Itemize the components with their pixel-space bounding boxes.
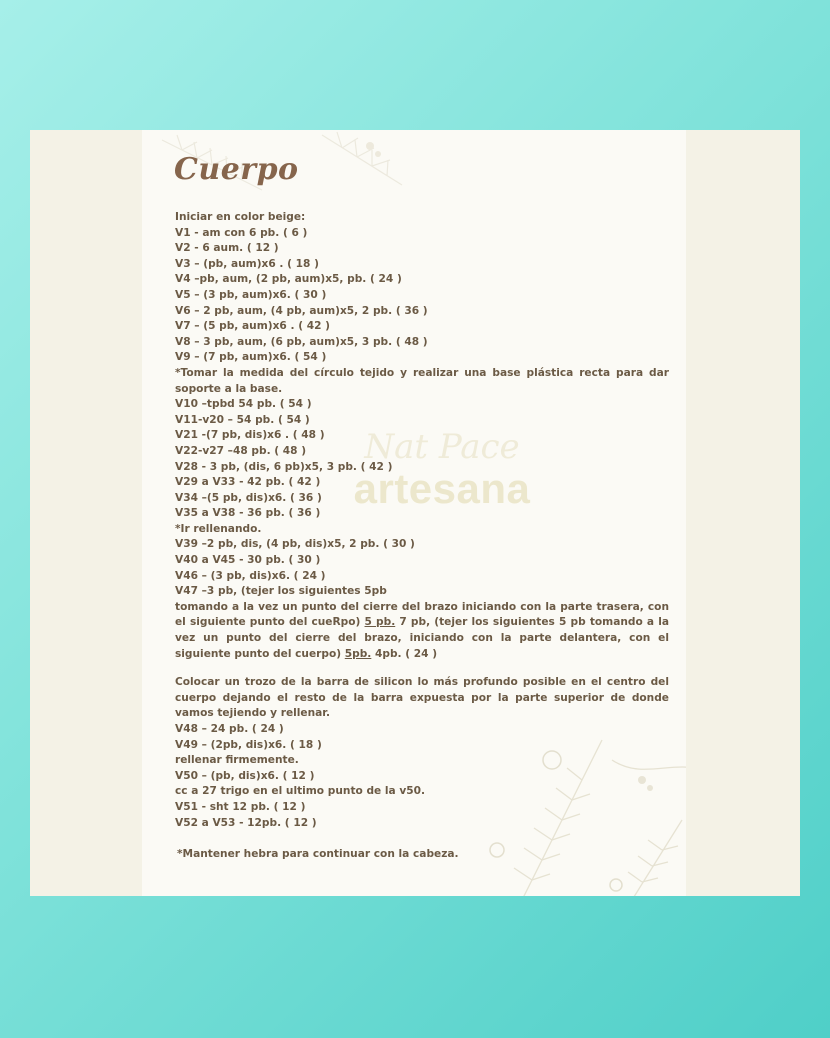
instruction-paragraph: [175, 600, 669, 662]
section-title: Cuerpo: [174, 152, 299, 187]
instruction-line: V28 - 3 pb, (dis, 6 pb)x5, 3 pb. ( 42 ): [175, 460, 393, 473]
instruction-note: *Ir rellenando.: [175, 522, 262, 535]
instruction-line: V7 – (5 pb, aum)x6 . ( 42 ): [175, 320, 331, 333]
closing-note: *Mantener hebra para continuar con la cabeza.: [177, 848, 459, 861]
instruction-line: V40 a V45 - 30 pb. ( 30 ): [175, 554, 321, 567]
instruction-line: V6 – 2 pb, aum, (4 pb, aum)x5, 2 pb. ( 36 ): [175, 304, 428, 317]
instruction-line: V3 – (pb, aum)x6 . ( 18 ): [175, 257, 319, 270]
instruction-line: V35 a V38 - 36 pb. ( 36 ): [175, 507, 321, 520]
instruction-line: Iniciar en color beige:: [175, 211, 306, 223]
spacer: [175, 662, 669, 675]
instruction-line: V48 – 24 pb. ( 24 ): [175, 723, 284, 735]
paragraph-text: 7 pb, (tejer los siguientes 5 pb tomando a la vez un punto del cierre del brazo, iniciando con la parte delantera, con el siguiente punto del cuerpo): [175, 616, 669, 660]
instruction-line: V49 – (2pb, dis)x6. ( 18 ): [175, 738, 322, 751]
spacer: [175, 831, 669, 847]
instruction-line: V5 – (3 pb, aum)x6. ( 30 ): [175, 288, 327, 301]
underlined-count: 5 pb.: [364, 616, 396, 629]
paragraph-text: tomando a la vez un punto del cierre del brazo iniciando con la parte trasera, con el siguiente punto del cueRpo): [175, 600, 669, 629]
instruction-line: V22-v27 –48 pb. ( 48 ): [175, 444, 307, 457]
instruction-line: V21 -(7 pb, dis)x6 . ( 48 ): [175, 429, 325, 442]
instruction-line: V52 a V53 - 12pb. ( 12 ): [175, 816, 317, 829]
underlined-count: 5pb.: [344, 647, 372, 660]
instruction-line: V34 –(5 pb, dis)x6. ( 36 ): [175, 491, 322, 504]
instruction-line: V8 – 3 pb, aum, (6 pb, aum)x5, 3 pb. ( 48 ): [175, 335, 428, 348]
instruction-note: *Tomar la medida del círculo tejido y realizar una base plástica recta para dar soporte a la base.: [175, 366, 669, 395]
watermark-script: Nat Pace: [364, 427, 520, 467]
pattern-instructions: [175, 210, 669, 863]
instruction-line: V2 - 6 aum. ( 12 ): [175, 242, 279, 255]
instruction-line: V9 – (7 pb, aum)x6. ( 54 ): [175, 351, 327, 364]
instruction-line: V29 a V33 - 42 pb. ( 42 ): [175, 476, 321, 489]
paragraph-text: 4pb. ( 24 ): [371, 647, 438, 660]
instruction-line: V46 – (3 pb, dis)x6. ( 24 ): [175, 569, 326, 582]
instruction-line: V11-v20 – 54 pb. ( 54 ): [175, 413, 310, 426]
instruction-line: V10 –tpbd 54 pb. ( 54 ): [175, 398, 312, 411]
instruction-paragraph: Colocar un trozo de la barra de silicon lo más profundo posible en el centro del cuerpo dejando el resto de la barra expuesta por la parte superior de donde vamos tejiendo y rellenar.: [175, 676, 669, 720]
instruction-line: V51 - sht 12 pb. ( 12 ): [175, 800, 306, 813]
instruction-line: V47 –3 pb, (tejer los siguientes 5pb: [175, 585, 387, 598]
instruction-line: V50 – (pb, dis)x6. ( 12 ): [175, 769, 315, 782]
watermark-word: artesana: [353, 465, 531, 512]
instruction-line: V1 - am con 6 pb. ( 6 ): [175, 226, 308, 239]
instruction-note: rellenar firmemente.: [175, 754, 299, 767]
instruction-line: V39 –2 pb, dis, (4 pb, dis)x5, 2 pb. ( 30 ): [175, 538, 415, 551]
instruction-line: cc a 27 trigo en el ultimo punto de la v50.: [175, 785, 426, 798]
instruction-line: V4 –pb, aum, (2 pb, aum)x5, pb. ( 24 ): [175, 273, 402, 286]
